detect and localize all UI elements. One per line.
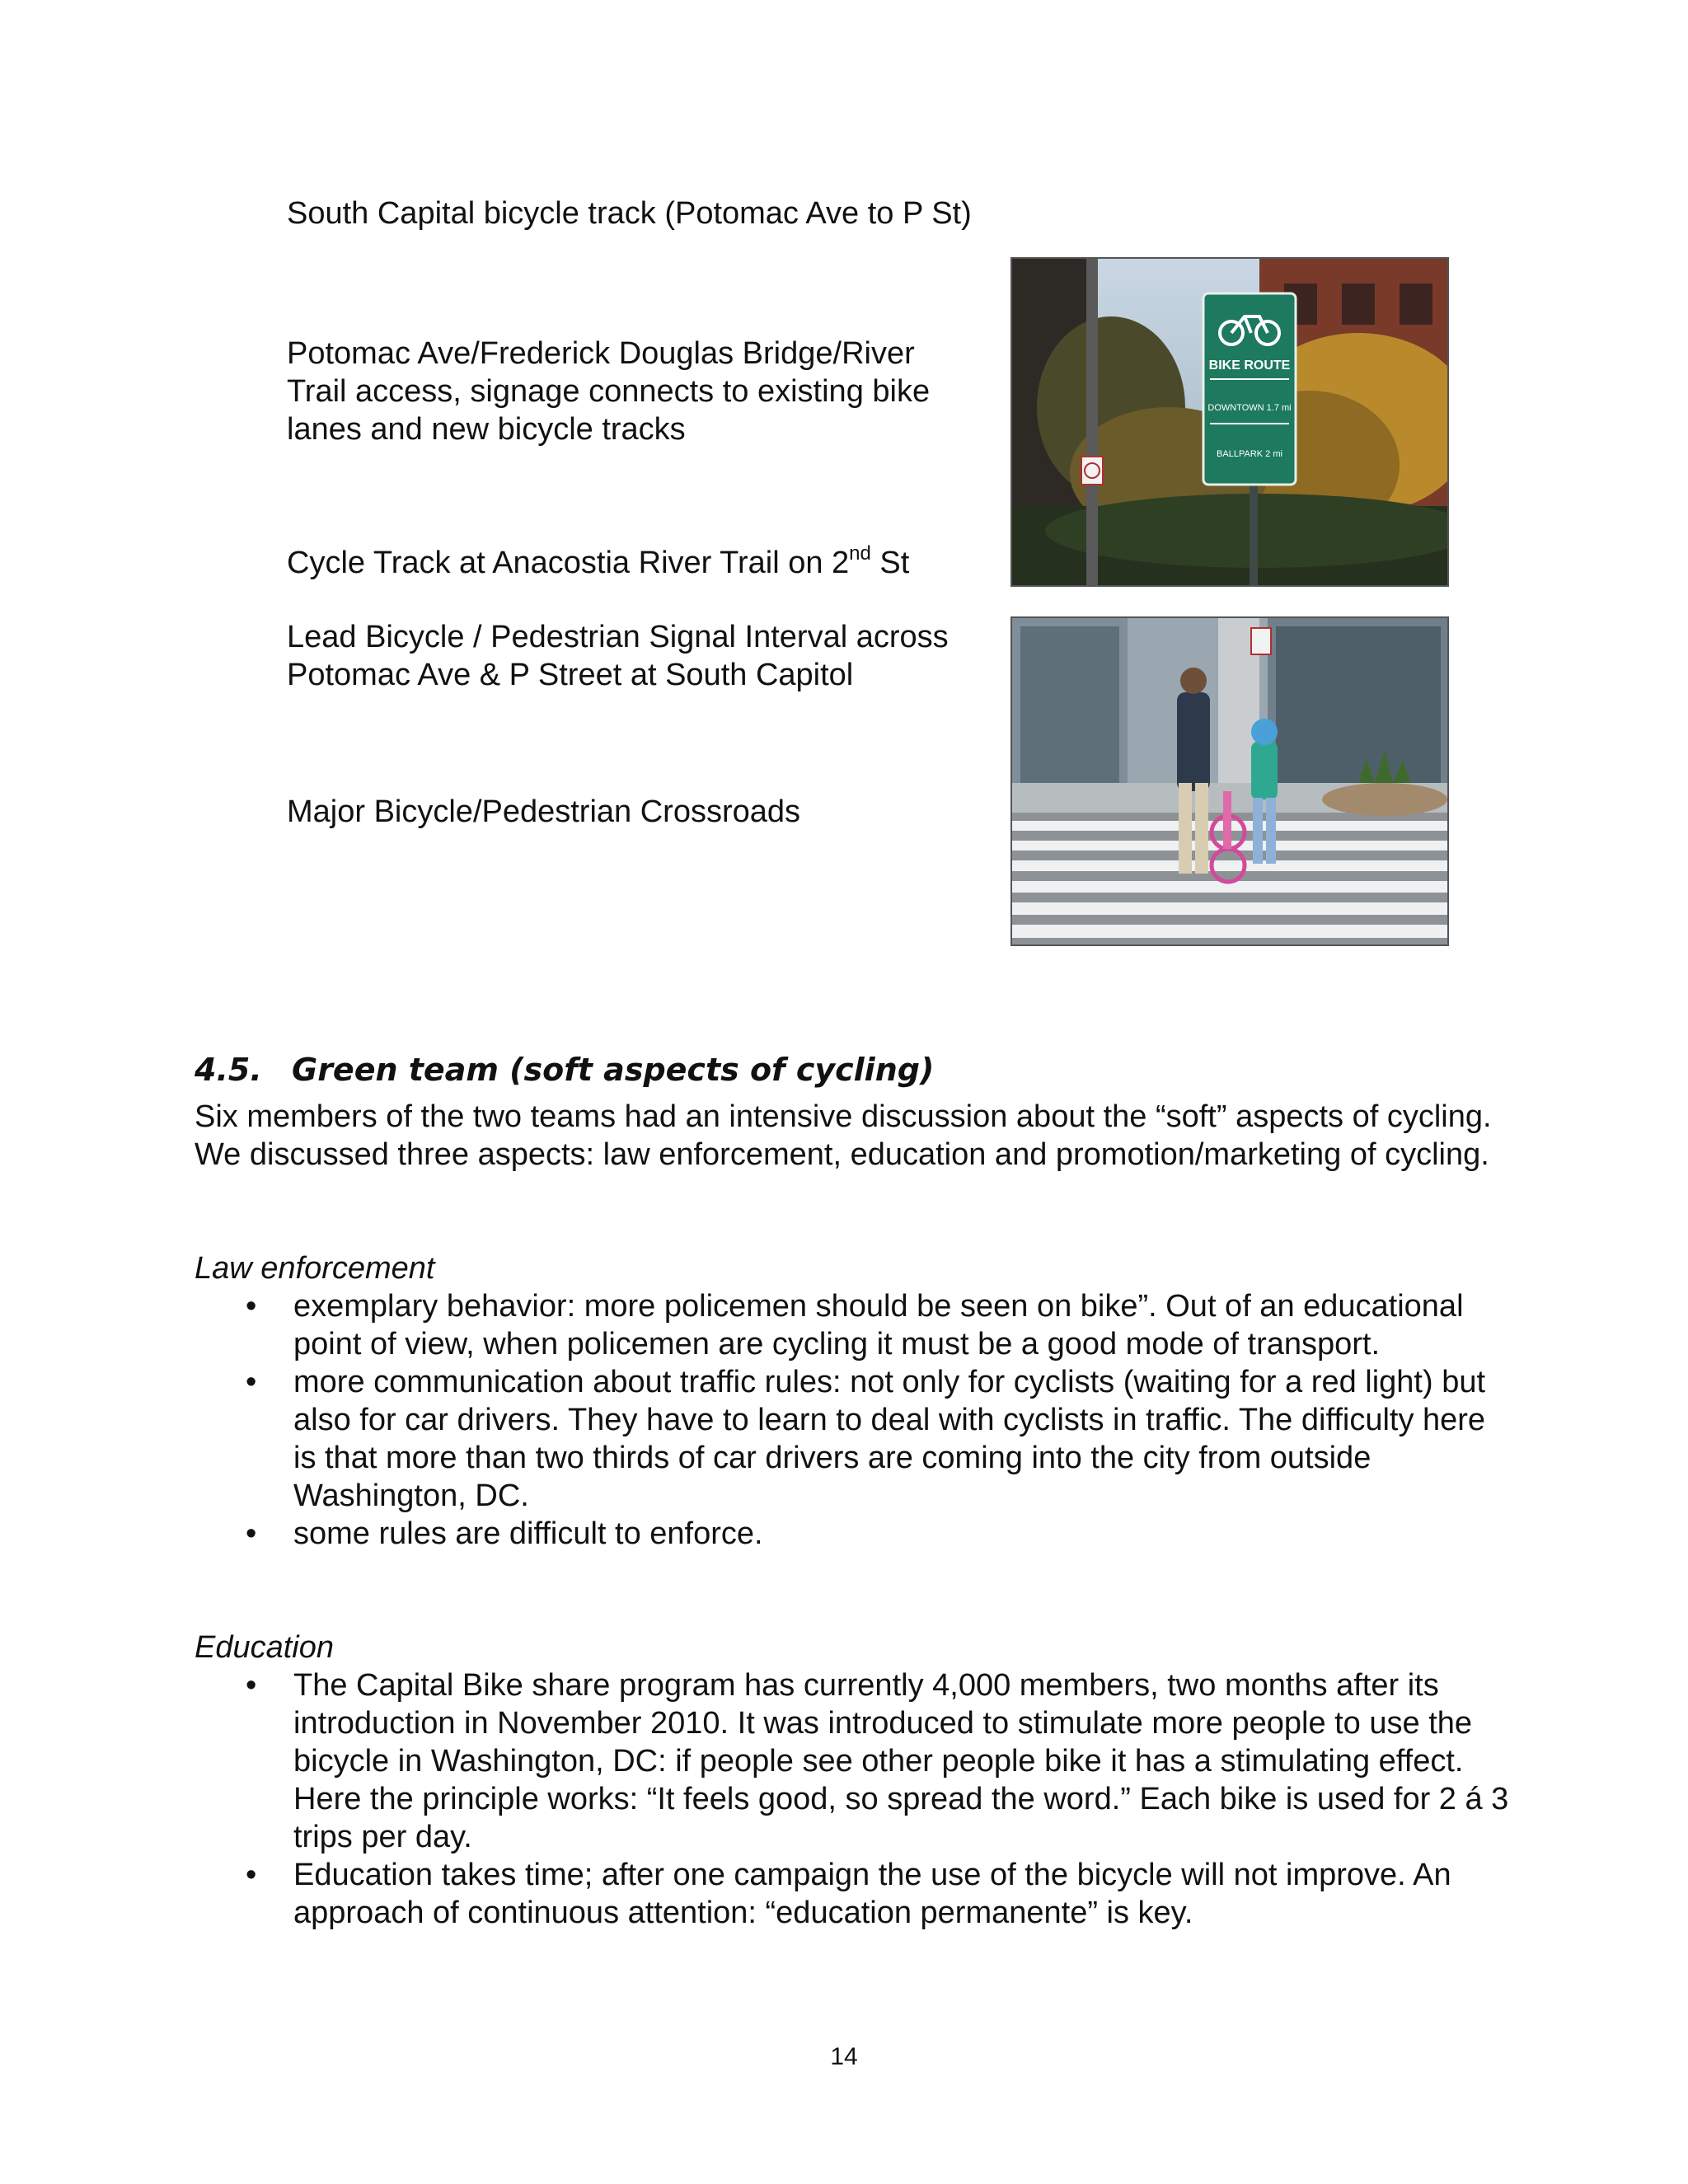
law-enforcement-heading: Law enforcement [195,1251,435,1286]
bullet-marker: • [246,1516,257,1551]
list-item: • exemplary behavior: more policemen should be seen on bike”. Out of an educational point of view, when policemen are cycling it must be a good mode of transport. [246,1289,1464,1361]
item-cycle-track-anacostia: Cycle Track at Anacostia River Trail on 2nd St [287,542,910,580]
bike-route-sign-photo [1010,257,1449,587]
bike-route-sign-illustration [1012,259,1447,585]
list-item: • The Capital Bike share program has currently 4,000 members, two months after its introduction in November 2010. It was introduced to stimulate more people to use the bicycle in Washington, DC: if people see other people bike it has a stimulating effect. Here the principle works: “It feels good, so spread the word.” Each bike is used for 2 á 3 trips per day. [246,1668,1509,1854]
item-south-capital-track: South Capital bicycle track (Potomac Ave to P St) [287,196,972,231]
section-number: 4.5. [195,1052,262,1088]
law-enforcement-list [195,1287,1513,1553]
education-heading: Education [195,1630,335,1665]
sign-top-text: BIKE ROUTE [1208,359,1291,373]
sign-line-2: BALLPARK 2 mi [1217,449,1282,459]
bullet-marker: • [246,1668,257,1703]
page-number: 14 [830,2043,858,2070]
item-major-crossroads: Major Bicycle/Pedestrian Crossroads [287,794,801,829]
list-item: • more communication about traffic rules: not only for cyclists (waiting for a red light) but also for car drivers. They have to learn to deal with cyclists in traffic. The difficulty here is that more than two thirds of car drivers are coming into the city from outside Washington, DC. [246,1365,1486,1513]
section-title: Green team (soft aspects of cycling) [292,1052,935,1088]
section-intro: Six members of the two teams had an intensive discussion about the “soft” aspects of cycling. We discussed three aspects: law enforcement, education and promotion/marketing of cycling. [195,1099,1492,1172]
item-potomac-ave-access: Potomac Ave/Frederick Douglas Bridge/River Trail access, signage connects to existing bike lanes and new bicycle tracks [287,336,931,447]
list-item: • Education takes time; after one campaign the use of the bicycle will not improve. An approach of continuous attention: “education permanente” is key. [246,1858,1451,1930]
crosswalk-photo [1010,616,1449,946]
bullet-marker: • [246,1289,257,1324]
bullet-marker: • [246,1858,257,1892]
list-item: • some rules are difficult to enforce. [246,1516,763,1551]
item-lead-signal-interval: Lead Bicycle / Pedestrian Signal Interval across Potomac Ave & P Street at South Capitol [287,620,949,692]
education-list [195,1666,1513,1932]
crosswalk-illustration [1012,618,1447,944]
sign-line-1: DOWNTOWN 1.7 mi [1207,403,1292,413]
section-heading [195,1050,934,1090]
bullet-marker: • [246,1365,257,1399]
